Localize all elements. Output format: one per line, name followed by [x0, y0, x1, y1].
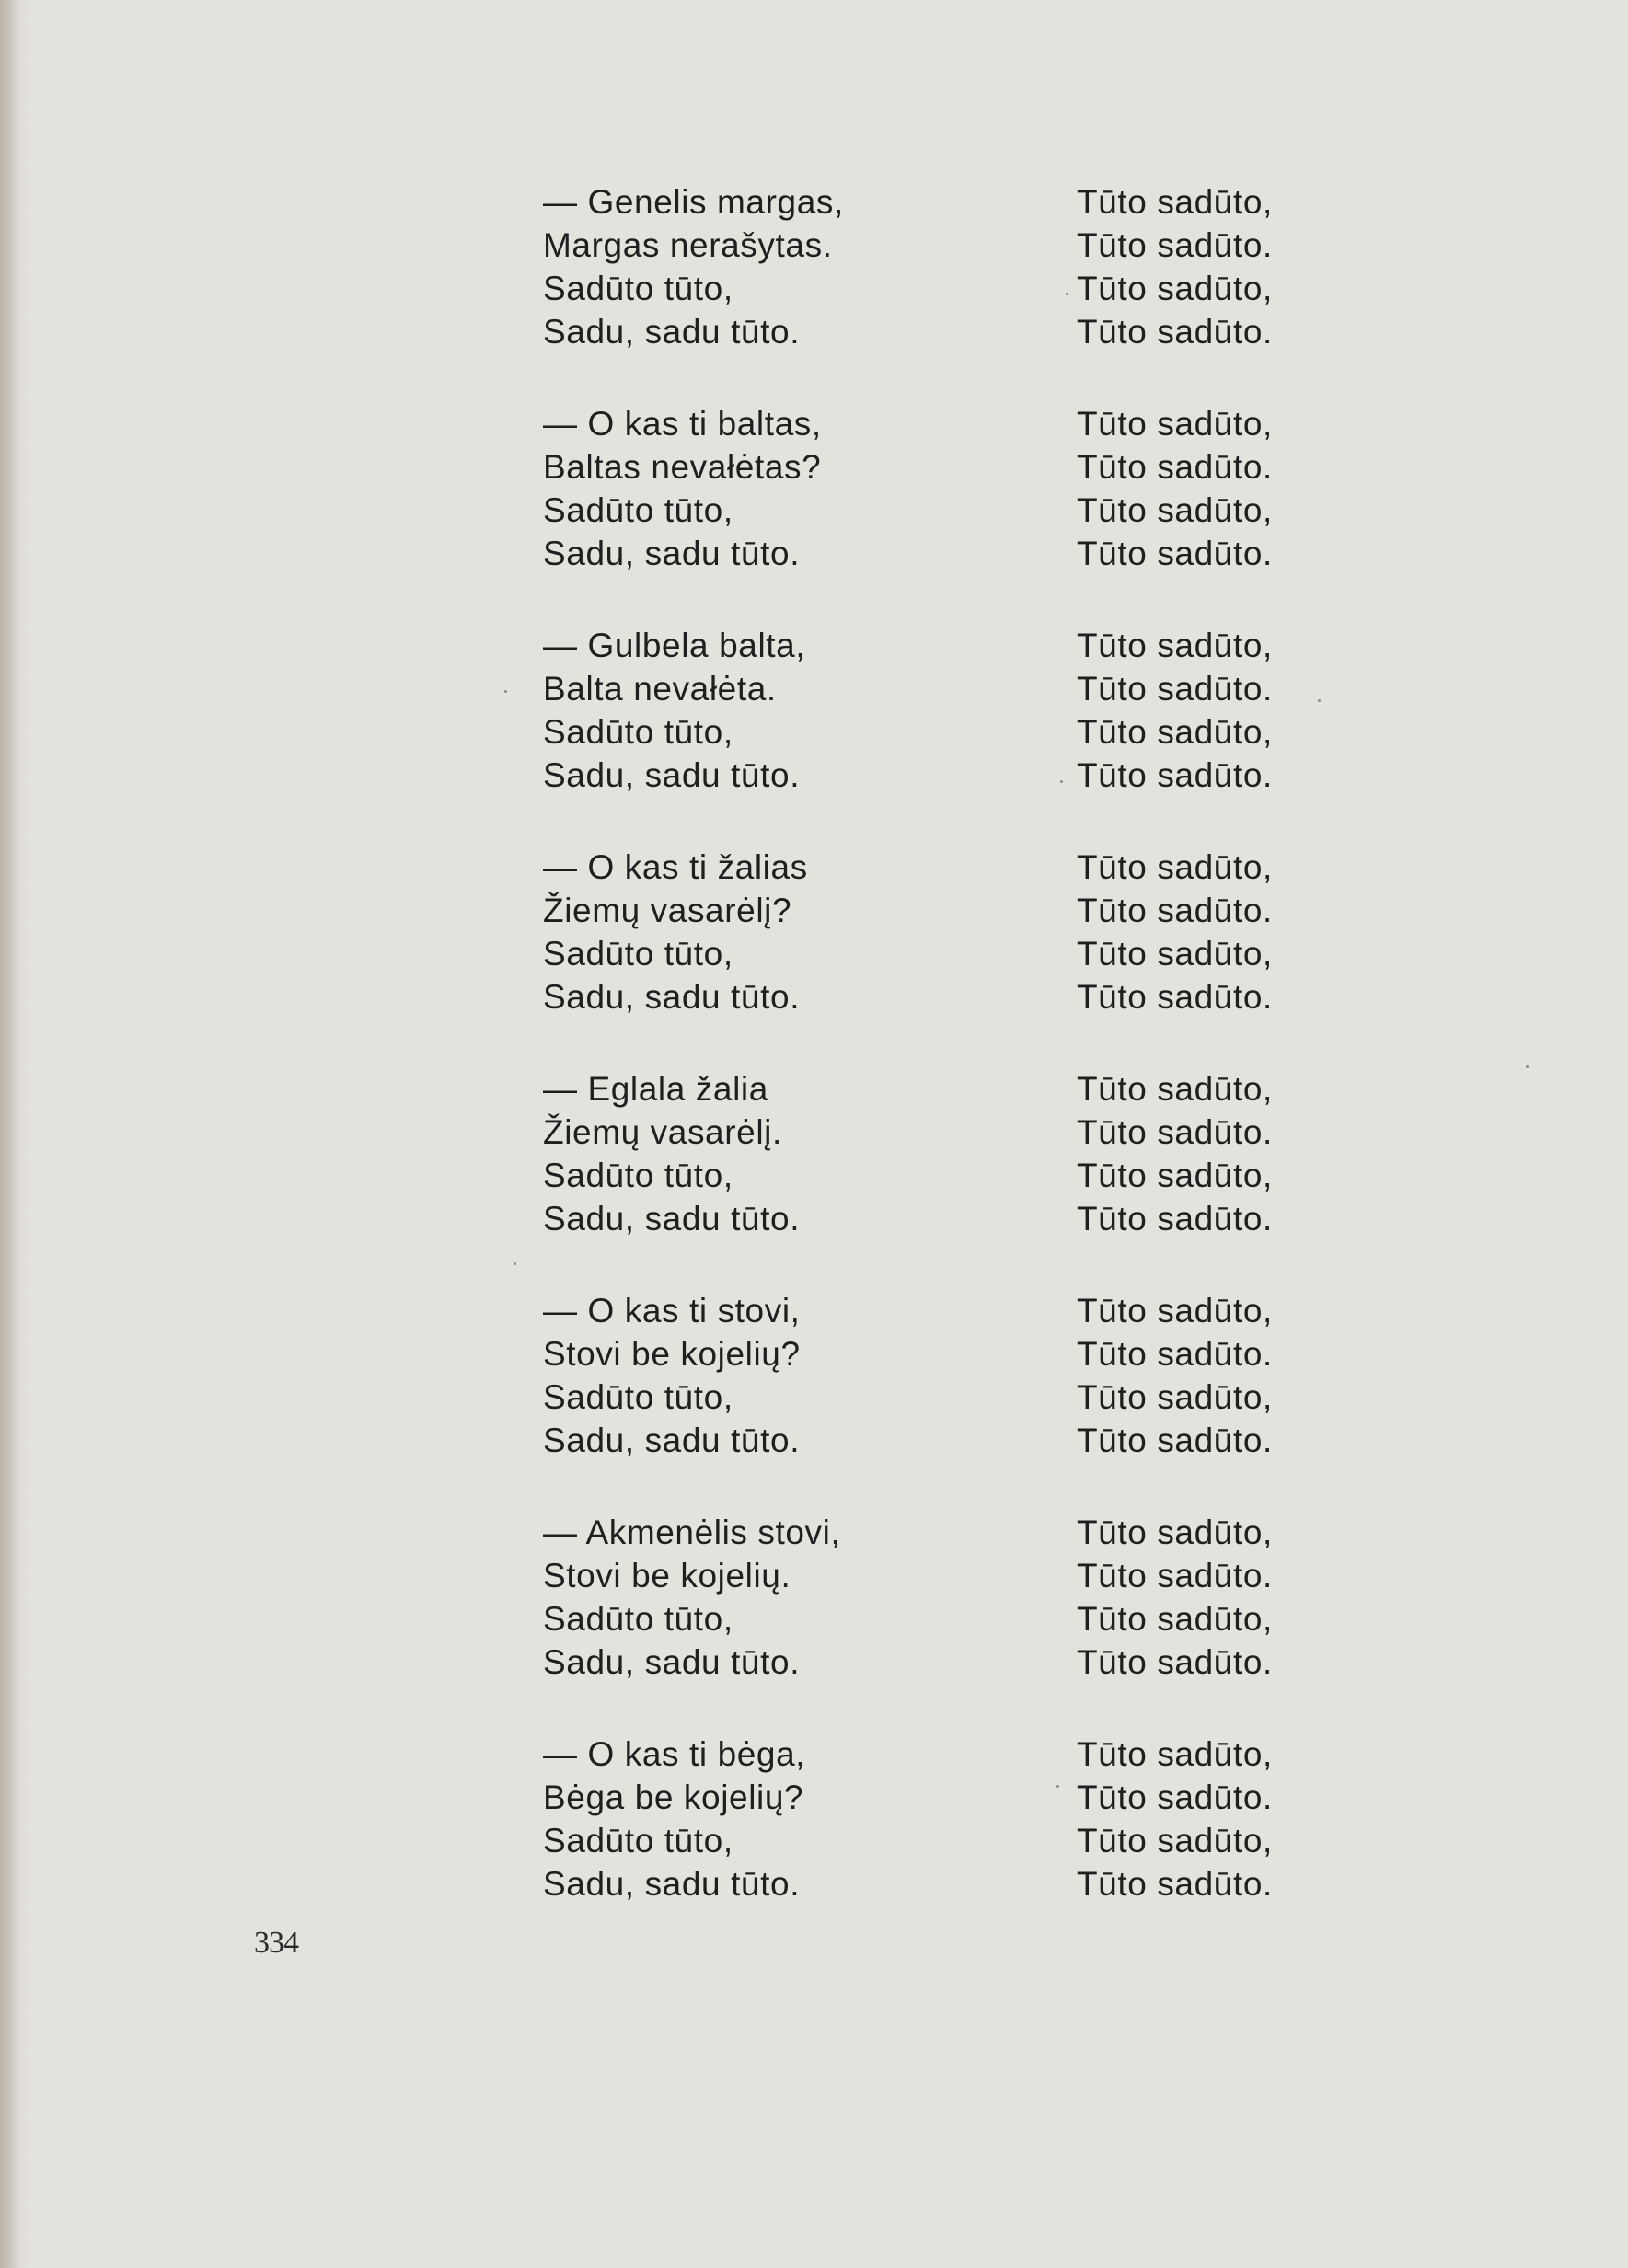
verse-text: — Gulbela balta, [543, 627, 806, 664]
verse-text: Sadu, sadu tūto. [543, 1422, 801, 1459]
refrain-text: Tūto sadūto, [1077, 1378, 1273, 1416]
refrain-text: Tūto sadūto, [1077, 405, 1273, 443]
verse-text: Balta nevałėta. [543, 670, 777, 708]
verse-line [543, 624, 1325, 667]
refrain-text: Tūto sadūto, [1077, 1514, 1273, 1551]
stanza [543, 624, 1325, 801]
verse-text: Baltas nevałėtas? [543, 448, 822, 486]
refrain-text: Tūto sadūto, [1077, 1822, 1273, 1859]
verse-line [543, 445, 1325, 489]
refrain-text: Tūto sadūto, [1077, 270, 1273, 307]
verse-line [543, 224, 1325, 267]
refrain-text: Tūto sadūto, [1077, 491, 1273, 529]
refrain-text: Tūto sadūto. [1077, 1335, 1273, 1373]
verse-line [543, 1332, 1325, 1376]
verse-line [543, 667, 1325, 710]
refrain-text: Tūto sadūto, [1077, 627, 1273, 664]
verse-line [543, 532, 1325, 575]
verse-line [543, 1067, 1325, 1111]
verse-text: Sadu, sadu tūto. [543, 756, 801, 794]
verse-text: — O kas ti bėga, [543, 1735, 806, 1773]
refrain-text: Tūto sadūto. [1077, 670, 1273, 708]
refrain-text: Tūto sadūto. [1077, 756, 1273, 794]
scan-speck [1066, 293, 1068, 295]
page-edge-shadow [0, 0, 20, 2268]
refrain-text: Tūto sadūto. [1077, 892, 1273, 929]
refrain-text: Tūto sadūto, [1077, 183, 1273, 221]
scan-speck [1526, 1065, 1529, 1068]
refrain-text: Tūto sadūto. [1077, 1865, 1273, 1903]
verse-text: Stovi be kojelių? [543, 1335, 801, 1373]
scan-speck [514, 1262, 516, 1265]
verse-text: Sadu, sadu tūto. [543, 1643, 801, 1681]
verse-line [543, 1419, 1325, 1462]
verse-line [543, 402, 1325, 445]
stanza [543, 180, 1325, 358]
refrain-text: Tūto sadūto, [1077, 1292, 1273, 1330]
verse-text: Sadūto tūto, [543, 1157, 733, 1194]
verse-text: Sadūto tūto, [543, 1822, 733, 1859]
refrain-text: Tūto sadūto. [1077, 978, 1273, 1016]
verse-line [543, 1154, 1325, 1197]
refrain-text: Tūto sadūto, [1077, 1600, 1273, 1638]
verse-line [543, 1511, 1325, 1554]
stanza [543, 1733, 1325, 1910]
verse-line [543, 1111, 1325, 1154]
stanza [543, 402, 1325, 580]
verse-line [543, 710, 1325, 754]
stanza [543, 1067, 1325, 1245]
verse-text: — Genelis margas, [543, 183, 844, 221]
scan-speck [504, 690, 507, 693]
verse-line [543, 1776, 1325, 1819]
refrain-text: Tūto sadūto. [1077, 535, 1273, 572]
verse-text: Sadūto tūto, [543, 1600, 733, 1638]
verse-line [543, 1376, 1325, 1419]
refrain-text: Tūto sadūto, [1077, 1157, 1273, 1194]
verse-text: Bėga be kojelių? [543, 1779, 804, 1816]
refrain-text: Tūto sadūto. [1077, 1643, 1273, 1681]
verse-line [543, 1862, 1325, 1905]
refrain-text: Tūto sadūto. [1077, 1779, 1273, 1816]
verse-line [543, 1554, 1325, 1597]
refrain-text: Tūto sadūto, [1077, 1735, 1273, 1773]
verse-text: Sadu, sadu tūto. [543, 535, 801, 572]
poem-text [543, 180, 1325, 1954]
verse-text: Sadu, sadu tūto. [543, 313, 801, 351]
verse-line [543, 1641, 1325, 1684]
refrain-text: Tūto sadūto. [1077, 226, 1273, 264]
verse-text: Stovi be kojelių. [543, 1557, 791, 1595]
refrain-text: Tūto sadūto. [1077, 313, 1273, 351]
refrain-text: Tūto sadūto. [1077, 1200, 1273, 1238]
verse-text: Sadu, sadu tūto. [543, 1200, 801, 1238]
verse-line [543, 846, 1325, 889]
verse-line [543, 889, 1325, 932]
verse-text: Sadūto tūto, [543, 935, 733, 973]
refrain-text: Tūto sadūto. [1077, 1113, 1273, 1151]
refrain-text: Tūto sadūto. [1077, 1557, 1273, 1595]
scan-speck [1318, 699, 1321, 702]
verse-line [543, 975, 1325, 1019]
verse-text: — Akmenėlis stovi, [543, 1514, 841, 1551]
verse-text: — O kas ti žalias [543, 848, 808, 886]
verse-text: — O kas ti stovi, [543, 1292, 801, 1330]
verse-text: — Eglala žalia [543, 1070, 768, 1108]
verse-line [543, 932, 1325, 975]
verse-text: Žiemų vasarėlį. [543, 1113, 782, 1151]
verse-line [543, 267, 1325, 310]
scan-speck [1060, 780, 1063, 783]
stanza [543, 1289, 1325, 1467]
verse-text: — O kas ti baltas, [543, 405, 822, 443]
verse-line [543, 310, 1325, 353]
refrain-text: Tūto sadūto, [1077, 713, 1273, 751]
verse-text: Sadūto tūto, [543, 713, 733, 751]
verse-line [543, 1733, 1325, 1776]
verse-line [543, 180, 1325, 224]
verse-line [543, 754, 1325, 797]
verse-line [543, 1197, 1325, 1240]
refrain-text: Tūto sadūto, [1077, 848, 1273, 886]
verse-text: Sadūto tūto, [543, 1378, 733, 1416]
refrain-text: Tūto sadūto. [1077, 1422, 1273, 1459]
verse-line [543, 1289, 1325, 1332]
stanza [543, 1511, 1325, 1688]
refrain-text: Tūto sadūto, [1077, 935, 1273, 973]
verse-text: Sadu, sadu tūto. [543, 1865, 801, 1903]
verse-text: Sadu, sadu tūto. [543, 978, 801, 1016]
verse-line [543, 489, 1325, 532]
scan-speck [1056, 1785, 1059, 1788]
verse-line [543, 1597, 1325, 1641]
verse-text: Žiemų vasarėlį? [543, 892, 792, 929]
refrain-text: Tūto sadūto. [1077, 448, 1273, 486]
verse-text: Sadūto tūto, [543, 491, 733, 529]
verse-text: Sadūto tūto, [543, 270, 733, 307]
stanza [543, 846, 1325, 1023]
refrain-text: Tūto sadūto, [1077, 1070, 1273, 1108]
verse-text: Margas nerašytas. [543, 226, 833, 264]
verse-line [543, 1819, 1325, 1862]
page-number: 334 [254, 1926, 298, 1960]
